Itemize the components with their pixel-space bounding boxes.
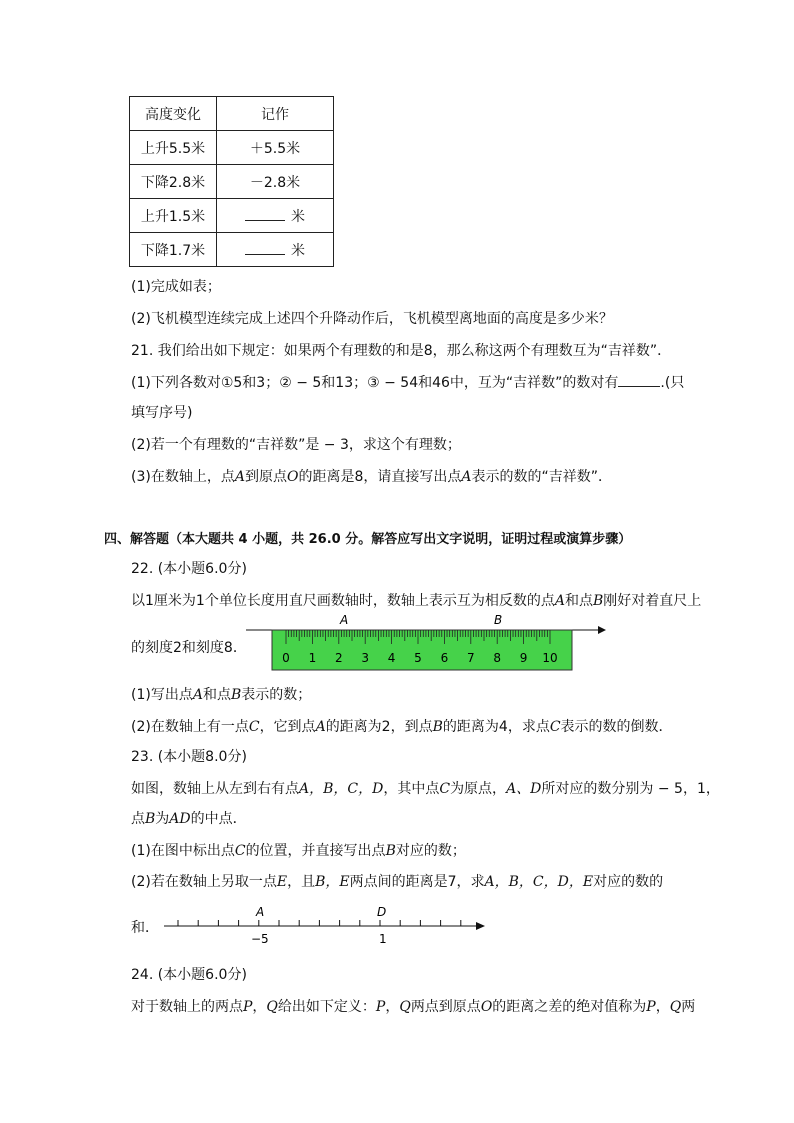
var-B: B xyxy=(145,811,156,827)
text: (1)写出点 xyxy=(131,687,193,703)
text: 的距离为4，求点 xyxy=(442,719,550,735)
text: 两 xyxy=(681,999,696,1015)
ruler-number: 4 xyxy=(387,651,396,665)
var-B: B xyxy=(385,843,396,859)
q23-line3: 和． xyxy=(131,920,159,936)
answer-blank xyxy=(245,206,285,221)
text: 点 xyxy=(131,811,145,827)
var-points: A，B，C，D xyxy=(299,781,384,797)
q23-part2 xyxy=(131,871,663,891)
q23-line1 xyxy=(131,778,720,798)
text: (1)在图中标出点 xyxy=(131,843,235,859)
table-cell: 上升5.5米 xyxy=(130,131,217,165)
text: ，它到点 xyxy=(259,719,316,735)
var-AD: AD xyxy=(169,811,191,827)
text: 和点 xyxy=(202,687,231,703)
q21-stem: 21. 我们给出如下规定：如果两个有理数的和是8，那么称这两个有理数互为“吉祥数”． xyxy=(131,343,672,359)
unit-label: 米 xyxy=(291,208,305,225)
var-BE: B，E xyxy=(315,874,350,890)
var-A: A xyxy=(554,593,565,609)
var-B: B xyxy=(230,687,242,703)
unit-label: 米 xyxy=(291,242,305,259)
table-header-row xyxy=(130,97,334,131)
table-cell: 下降1.7米 xyxy=(130,233,217,267)
text: 的距离为2，到点 xyxy=(325,719,433,735)
number-line-ticks xyxy=(178,920,461,926)
text: 和点 xyxy=(564,593,593,609)
q21-part3 xyxy=(131,466,612,486)
text: 表示的数的倒数． xyxy=(560,719,673,735)
text: 给出如下定义： xyxy=(277,999,376,1015)
text: 对应的数； xyxy=(395,843,466,859)
q20-part1: (1)完成如表； xyxy=(131,279,221,295)
answer-blank xyxy=(245,240,285,255)
var-C: C xyxy=(549,719,561,735)
section-heading: 四、解答题（本大题共 4 小题，共 26.0 分。解答应写出文字说明，证明过程或演算步骤） xyxy=(104,532,632,547)
var-O: O xyxy=(480,999,493,1015)
text: 的中点． xyxy=(190,811,247,827)
text: ，其中点 xyxy=(383,781,440,797)
q20-part2: (2)飞机模型连续完成上述四个升降动作后，飞机模型离地面的高度是多少米？ xyxy=(131,311,613,327)
table-cell: 上升1.5米 xyxy=(130,199,217,233)
number-line-arrow xyxy=(476,922,485,930)
text: 表示的数的“吉祥数”． xyxy=(471,469,613,485)
q22-number: 22. (本小题6.0分) xyxy=(131,561,247,577)
text: 两点到原点 xyxy=(410,999,481,1015)
q22-part1 xyxy=(131,684,311,704)
var-O: O xyxy=(286,469,299,485)
text: 表示的数； xyxy=(241,687,312,703)
q22-line2: 的刻度2和刻度8． xyxy=(131,640,247,656)
var-A: A xyxy=(192,687,203,703)
text: ， xyxy=(655,999,670,1015)
number-line-figure xyxy=(158,902,490,948)
var-P: P xyxy=(646,999,656,1015)
var-AD: A、D xyxy=(506,781,542,797)
text: 以1厘米为1个单位长度用直尺画数轴时，数轴上表示互为相反数的点 xyxy=(131,593,555,609)
var-B: B xyxy=(592,593,604,609)
ruler-number: 0 xyxy=(282,651,290,665)
var-A: A xyxy=(234,469,245,485)
table-header-cell: 记作 xyxy=(217,97,334,131)
text: (2)若在数轴上另取一点 xyxy=(131,874,277,890)
text: 的距离之差的绝对值称为 xyxy=(492,999,647,1015)
q24-line1 xyxy=(131,996,695,1016)
text: 为原点， xyxy=(450,781,507,797)
table-row xyxy=(130,233,334,267)
label-D: D xyxy=(377,905,387,919)
ruler-number: 9 xyxy=(519,651,528,665)
label-A: A xyxy=(256,905,265,919)
var-E: E xyxy=(276,874,288,890)
text: ， xyxy=(252,999,267,1015)
table-row xyxy=(130,199,334,233)
label-A: A xyxy=(340,613,349,627)
q22-line1 xyxy=(131,590,701,610)
q21-part1 xyxy=(131,372,684,392)
ruler-number: 3 xyxy=(361,651,370,665)
text: 的距离是8，请直接写出点 xyxy=(298,469,462,485)
ruler-number: 8 xyxy=(493,651,502,665)
var-points: A，B，C，D，E xyxy=(484,874,594,890)
q21-part2: (2)若一个有理数的“吉祥数”是 − 3，求这个有理数； xyxy=(131,437,461,453)
q21-part1-text: (1)下列各数对①5和3；② − 5和13；③ − 54和46中，互为“吉祥数”的数对有 xyxy=(131,375,619,391)
ruler-number: 2 xyxy=(334,651,343,665)
text: ，且 xyxy=(287,874,316,890)
var-C: C xyxy=(439,781,451,797)
ruler-number: 1 xyxy=(308,651,317,665)
ruler-number: 5 xyxy=(414,651,422,665)
table-cell xyxy=(217,199,334,233)
label-1: 1 xyxy=(379,932,387,946)
q21-part1-tail: .(只 xyxy=(660,375,685,391)
height-change-table xyxy=(129,96,334,267)
text: 如图，数轴上从左到右有点 xyxy=(131,781,299,797)
text: 为 xyxy=(155,811,170,827)
answer-blank xyxy=(618,372,660,387)
var-A: A xyxy=(315,719,326,735)
q24-number: 24. (本小题6.0分) xyxy=(131,967,247,983)
text: (3)在数轴上，点 xyxy=(131,469,235,485)
q23-line2 xyxy=(131,808,247,828)
var-Q: Q xyxy=(266,999,278,1015)
table-row xyxy=(130,165,334,199)
ruler-number: 10 xyxy=(542,651,558,665)
ruler-number: 7 xyxy=(466,651,475,665)
table-cell: ＋5.5米 xyxy=(217,131,334,165)
table-header-cell: 高度变化 xyxy=(130,97,217,131)
text: 所对应的数分别为 − 5，1， xyxy=(541,781,720,797)
var-B: B xyxy=(432,719,443,735)
table-cell: －2.8米 xyxy=(217,165,334,199)
q22-part2 xyxy=(131,716,673,736)
text: 刚好对着直尺上 xyxy=(603,593,702,609)
label-B: B xyxy=(494,613,503,627)
ruler-figure xyxy=(240,610,610,674)
table-row xyxy=(130,131,334,165)
text: (2)在数轴上有一点 xyxy=(131,719,249,735)
q23-part1 xyxy=(131,840,466,860)
var-Q: Q xyxy=(399,999,411,1015)
var-Q: Q xyxy=(669,999,682,1015)
var-P: P xyxy=(243,999,253,1015)
var-C: C xyxy=(234,843,246,859)
q21-part1-cont: 填写序号) xyxy=(131,405,193,421)
ruler-number: 6 xyxy=(440,651,449,665)
label-minus-5: −5 xyxy=(251,932,269,946)
text: 对于数轴上的两点 xyxy=(131,999,243,1015)
text: 两点间的距离是7，求 xyxy=(349,874,485,890)
axis-arrow xyxy=(598,626,606,634)
table-cell xyxy=(217,233,334,267)
var-A: A xyxy=(461,469,472,485)
var-C: C xyxy=(248,719,260,735)
text: 到原点 xyxy=(244,469,287,485)
q23-number: 23. (本小题8.0分) xyxy=(131,749,247,765)
text: 的位置，并直接写出点 xyxy=(245,843,386,859)
table-cell: 下降2.8米 xyxy=(130,165,217,199)
var-P: P xyxy=(375,999,386,1015)
text: ， xyxy=(385,999,400,1015)
text: 对应的数的 xyxy=(593,874,664,890)
